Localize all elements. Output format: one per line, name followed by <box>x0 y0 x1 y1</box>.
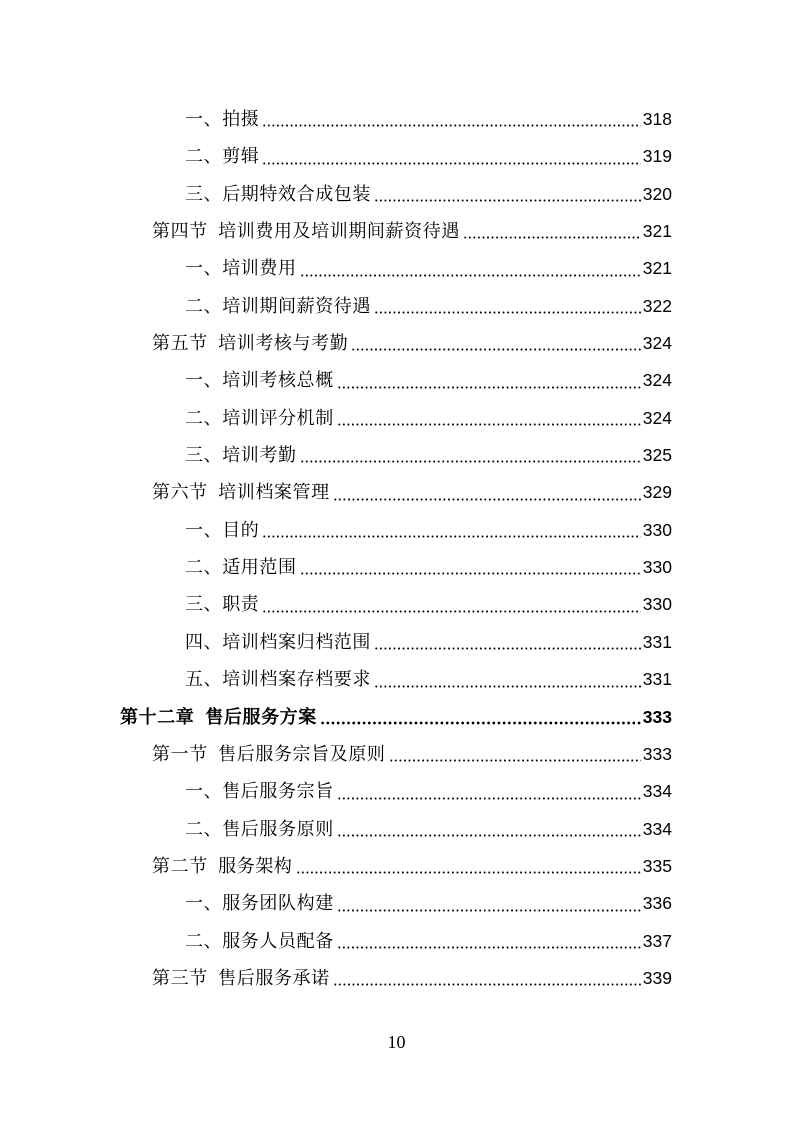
toc-entry <box>0 138 793 175</box>
toc-entry-page: 322 <box>642 295 672 316</box>
dot-leader <box>374 624 641 661</box>
toc-entry-page: 319 <box>642 146 672 167</box>
toc-entry-title: 一、培训费用 <box>185 258 297 280</box>
toc-entry <box>0 176 793 213</box>
toc-entry <box>0 923 793 960</box>
dot-leader <box>337 362 641 399</box>
toc-entry-page: 324 <box>642 370 672 391</box>
toc-entry-page: 330 <box>642 557 672 578</box>
toc-section <box>0 213 793 250</box>
toc-entry-page: 337 <box>642 930 672 951</box>
toc-entry-page: 318 <box>642 109 672 129</box>
toc-entry <box>0 549 793 586</box>
toc-section <box>0 474 793 511</box>
toc-entry <box>0 811 793 848</box>
toc-entry <box>0 586 793 623</box>
toc-entry-title: 三、后期特效合成包装 <box>185 183 371 205</box>
toc-section-title: 第五节 培训考核与考勤 <box>152 333 349 355</box>
toc-section <box>0 960 793 997</box>
toc-section-title: 第六节 培训档案管理 <box>152 482 330 504</box>
toc-section-title: 第三节 售后服务承诺 <box>152 967 330 989</box>
toc-entry-title: 一、培训考核总概 <box>185 370 334 392</box>
toc-section <box>0 325 793 362</box>
toc-section <box>0 736 793 773</box>
toc-entry-page: 321 <box>642 258 672 279</box>
toc-section-page: 321 <box>642 221 672 242</box>
dot-leader <box>300 250 641 287</box>
toc-entry <box>0 250 793 287</box>
page-number: 10 <box>387 1032 406 1052</box>
toc-section-page: 333 <box>642 743 672 764</box>
toc-section-page: 329 <box>642 482 672 503</box>
dot-leader <box>374 176 641 213</box>
toc-entry-page: 331 <box>642 631 672 652</box>
toc-entry-title: 二、售后服务原则 <box>185 818 334 840</box>
toc-entry-page: 336 <box>642 893 672 914</box>
dot-leader <box>300 437 641 474</box>
dot-leader <box>337 923 641 960</box>
toc-entry-title: 一、拍摄 <box>185 109 260 130</box>
dot-leader <box>337 811 641 848</box>
dot-leader <box>333 960 641 997</box>
toc-section-page: 324 <box>642 333 672 354</box>
dot-leader <box>389 736 641 773</box>
toc-entry <box>0 661 793 698</box>
dot-leader <box>262 586 640 623</box>
toc-section <box>0 848 793 885</box>
toc-section-title: 第四节 培训费用及培训期间薪资待遇 <box>152 221 460 243</box>
toc-entry <box>0 437 793 474</box>
dot-leader <box>337 773 641 810</box>
dot-leader <box>374 661 641 698</box>
dot-leader <box>262 512 640 549</box>
toc-entry <box>0 288 793 325</box>
toc-entry-page: 320 <box>642 183 672 204</box>
toc-chapter-page: 333 <box>642 706 672 727</box>
dot-leader <box>337 400 641 437</box>
toc-entry-title: 二、服务人员配备 <box>185 930 334 952</box>
toc-entry-page: 330 <box>642 519 672 540</box>
dot-leader <box>351 325 640 362</box>
toc-entry <box>0 512 793 549</box>
dot-leader <box>337 885 641 922</box>
toc-entry <box>0 101 793 138</box>
toc-entry <box>0 773 793 810</box>
toc-chapter-title: 第十二章 售后服务方案 <box>120 706 317 728</box>
toc-entry-title: 二、培训期间薪资待遇 <box>185 295 371 317</box>
toc-entry-title: 一、服务团队构建 <box>185 893 334 915</box>
toc-entry-page: 330 <box>642 594 672 615</box>
dot-leader <box>463 213 641 250</box>
toc-entry-title: 五、培训档案存档要求 <box>185 669 371 691</box>
dot-leader <box>296 848 641 885</box>
dot-leader <box>320 699 641 736</box>
toc-entry-title: 四、培训档案归档范围 <box>185 631 371 653</box>
toc-entry-title: 一、售后服务宗旨 <box>185 781 334 803</box>
dot-leader <box>262 101 640 138</box>
dot-leader <box>300 549 641 586</box>
toc-section-title: 第一节 售后服务宗旨及原则 <box>152 743 386 765</box>
toc-entry-title: 三、培训考勤 <box>185 445 297 467</box>
toc-entry-page: 334 <box>642 818 672 839</box>
toc-entry-page: 324 <box>642 407 672 428</box>
toc-entry-page: 334 <box>642 781 672 802</box>
toc-section-title: 第二节 服务架构 <box>152 855 293 877</box>
toc-section-page: 339 <box>642 967 672 988</box>
toc-entry <box>0 624 793 661</box>
dot-leader <box>374 288 641 325</box>
toc-entry-page: 331 <box>642 669 672 690</box>
toc-entry-title: 二、培训评分机制 <box>185 407 334 429</box>
toc-entry-title: 一、目的 <box>185 519 260 541</box>
toc-entry <box>0 885 793 922</box>
toc-section-page: 335 <box>642 855 672 876</box>
toc-chapter <box>0 699 793 736</box>
toc-entry-title: 三、职责 <box>185 594 260 616</box>
toc-entry <box>0 362 793 399</box>
dot-leader <box>262 138 640 175</box>
toc-entry-title: 二、适用范围 <box>185 557 297 579</box>
toc-entry <box>0 400 793 437</box>
table-of-contents <box>0 101 793 997</box>
toc-entry-title: 二、剪辑 <box>185 146 260 168</box>
toc-entry-page: 325 <box>642 445 672 466</box>
dot-leader <box>333 474 641 511</box>
